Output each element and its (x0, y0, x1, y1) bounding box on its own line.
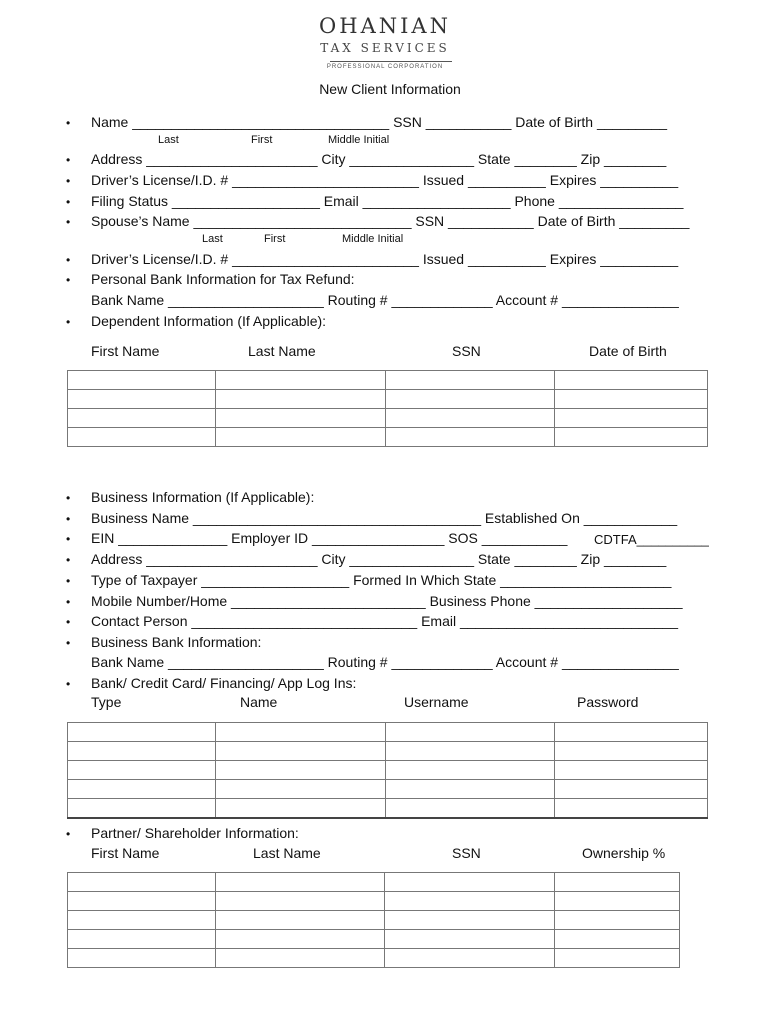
form-title: New Client Information (319, 81, 461, 97)
table-cell[interactable] (555, 780, 708, 799)
table-cell[interactable] (385, 930, 555, 949)
dependent-col-first-name: First Name (91, 343, 160, 359)
table-cell[interactable] (68, 799, 216, 819)
bullet: • (66, 195, 71, 209)
personal-bank-heading: Personal Bank Information for Tax Refund: (91, 271, 355, 287)
table-cell[interactable] (215, 780, 385, 799)
business-heading: Business Information (If Applicable): (91, 489, 315, 505)
spouse-license-field-row[interactable]: Driver’s License/I.D. # ________________________ Issued __________ Expires __________ (91, 251, 679, 267)
partner-col-ssn: SSN (452, 845, 481, 861)
table-cell[interactable] (555, 428, 708, 447)
name-field-row[interactable]: Name _________________________________ SSN ___________ Date of Birth _________ (91, 114, 668, 130)
table-cell[interactable] (68, 409, 216, 428)
table-cell[interactable] (68, 723, 216, 742)
bullet: • (66, 615, 71, 629)
table-cell[interactable] (215, 428, 385, 447)
name-sub-middle: Middle Initial (328, 134, 390, 146)
mobile-field-row[interactable]: Mobile Number/Home _________________________ Business Phone ___________________ (91, 593, 683, 609)
partner-col-ownership: Ownership % (582, 845, 666, 861)
contact-field-row[interactable]: Contact Person _____________________________ Email ____________________________ (91, 613, 678, 629)
name-sub-first: First (251, 134, 273, 146)
table-row (68, 428, 708, 447)
table-cell[interactable] (385, 799, 555, 819)
table-cell[interactable] (385, 428, 555, 447)
table-cell[interactable] (215, 761, 385, 780)
name-sub-last: Last (158, 134, 179, 146)
login-col-name: Name (240, 694, 278, 710)
bullet: • (66, 595, 71, 609)
table-cell[interactable] (555, 930, 680, 949)
table-cell[interactable] (385, 949, 555, 968)
table-row (68, 873, 680, 892)
table-cell[interactable] (385, 723, 555, 742)
table-cell[interactable] (555, 761, 708, 780)
table-row (68, 799, 708, 819)
taxpayer-type-field-row[interactable]: Type of Taxpayer ___________________ Formed In Which State ______________________ (91, 572, 672, 588)
bullet: • (66, 215, 71, 229)
table-cell[interactable] (68, 892, 216, 911)
table-cell[interactable] (385, 390, 555, 409)
table-cell[interactable] (555, 892, 680, 911)
table-row (68, 409, 708, 428)
spouse-sub-first: First (264, 233, 286, 245)
table-cell[interactable] (215, 892, 385, 911)
dependent-col-ssn: SSN (452, 343, 481, 359)
table-row (68, 949, 680, 968)
filing-field-row[interactable]: Filing Status ___________________ Email ___________________ Phone ________________ (91, 193, 684, 209)
table-row (68, 390, 708, 409)
bullet: • (66, 827, 71, 841)
table-cell[interactable] (68, 742, 216, 761)
table-cell[interactable] (215, 723, 385, 742)
table-cell[interactable] (555, 371, 708, 390)
table-cell[interactable] (215, 742, 385, 761)
table-cell[interactable] (215, 873, 385, 892)
dependent-table (67, 370, 708, 447)
table-row (68, 761, 708, 780)
bullet: • (66, 636, 71, 650)
business-bank-heading: Business Bank Information: (91, 634, 262, 650)
dependent-heading: Dependent Information (If Applicable): (91, 313, 327, 329)
table-cell[interactable] (555, 723, 708, 742)
bullet: • (66, 677, 71, 691)
partner-col-first-name: First Name (91, 845, 160, 861)
bullet: • (66, 532, 71, 546)
table-row (68, 911, 680, 930)
table-cell[interactable] (68, 949, 216, 968)
table-cell[interactable] (385, 742, 555, 761)
address-field-row[interactable]: Address ______________________ City ________________ State ________ Zip ________ (91, 151, 667, 167)
table-cell[interactable] (385, 873, 555, 892)
table-cell[interactable] (385, 892, 555, 911)
login-col-password: Password (577, 694, 639, 710)
table-cell[interactable] (215, 930, 385, 949)
bullet: • (66, 174, 71, 188)
table-cell[interactable] (385, 409, 555, 428)
table-cell[interactable] (68, 930, 216, 949)
business-name-field-row[interactable]: Business Name _____________________________________ Established On ____________ (91, 510, 678, 526)
bullet: • (66, 116, 71, 130)
login-table (67, 722, 708, 819)
bullet: • (66, 553, 71, 567)
login-col-type: Type (91, 694, 122, 710)
table-cell[interactable] (215, 911, 385, 930)
table-cell[interactable] (68, 780, 216, 799)
table-cell[interactable] (215, 409, 385, 428)
table-cell[interactable] (68, 390, 216, 409)
login-heading: Bank/ Credit Card/ Financing/ App Log Ins: (91, 675, 357, 691)
bullet: • (66, 491, 71, 505)
login-col-username: Username (404, 694, 469, 710)
bullet: • (66, 153, 71, 167)
table-row (68, 930, 680, 949)
cdtfa-field[interactable]: CDTFA__________ (594, 532, 709, 547)
table-cell[interactable] (215, 949, 385, 968)
table-cell[interactable] (555, 799, 708, 819)
table-cell[interactable] (555, 409, 708, 428)
bullet: • (66, 273, 71, 287)
personal-bank-field-row[interactable]: Bank Name ____________________ Routing # _____________ Account # _______________ (91, 292, 679, 308)
table-cell[interactable] (215, 371, 385, 390)
table-row (68, 892, 680, 911)
business-bank-field-row[interactable]: Bank Name ____________________ Routing # _____________ Account # _______________ (91, 654, 679, 670)
partner-col-last-name: Last Name (253, 845, 321, 861)
table-cell[interactable] (555, 873, 680, 892)
table-cell[interactable] (555, 742, 708, 761)
table-cell[interactable] (68, 428, 216, 447)
table-cell[interactable] (68, 761, 216, 780)
bullet: • (66, 253, 71, 267)
table-cell[interactable] (555, 911, 680, 930)
logo-tagline: PROFESSIONAL CORPORATION (326, 64, 444, 70)
table-row (68, 742, 708, 761)
ein-field-row[interactable]: EIN ______________ Employer ID _________________ SOS ___________ (91, 530, 568, 546)
partner-heading: Partner/ Shareholder Information: (91, 825, 299, 841)
table-cell[interactable] (68, 371, 216, 390)
business-address-field-row[interactable]: Address ______________________ City ________________ State ________ Zip ________ (91, 551, 667, 567)
table-cell[interactable] (215, 799, 385, 819)
spouse-sub-last: Last (202, 233, 223, 245)
bullet: • (66, 315, 71, 329)
spouse-sub-middle: Middle Initial (342, 233, 404, 245)
table-cell[interactable] (215, 390, 385, 409)
spouse-field-row[interactable]: Spouse’s Name ____________________________ SSN ___________ Date of Birth _________ (91, 213, 690, 229)
bullet: • (66, 512, 71, 526)
logo-divider (330, 61, 452, 62)
table-row (68, 723, 708, 742)
table-cell[interactable] (385, 780, 555, 799)
logo-subtitle: TAX SERVICES (320, 41, 450, 55)
table-cell[interactable] (555, 949, 680, 968)
partner-table (67, 872, 680, 968)
logo-name: OHANIAN (319, 14, 451, 38)
table-cell[interactable] (555, 390, 708, 409)
table-cell[interactable] (68, 911, 216, 930)
dependent-col-dob: Date of Birth (589, 343, 667, 359)
bullet: • (66, 574, 71, 588)
table-row (68, 780, 708, 799)
dependent-col-last-name: Last Name (248, 343, 316, 359)
table-cell[interactable] (385, 911, 555, 930)
table-row (68, 371, 708, 390)
table-cell[interactable] (68, 873, 216, 892)
license-field-row[interactable]: Driver’s License/I.D. # ________________________ Issued __________ Expires __________ (91, 172, 679, 188)
table-cell[interactable] (385, 761, 555, 780)
table-cell[interactable] (385, 371, 555, 390)
